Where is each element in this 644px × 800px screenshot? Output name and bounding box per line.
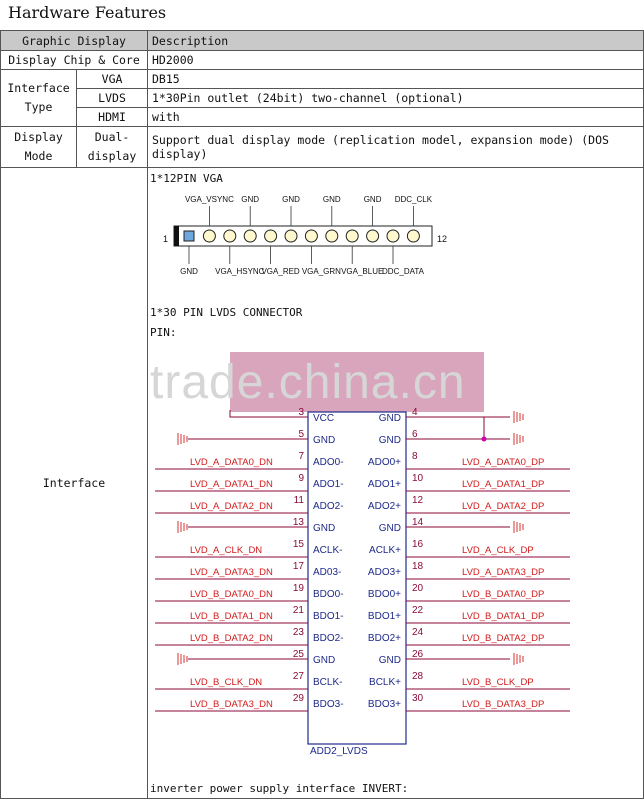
lvds-right-signal: GND — [378, 435, 401, 446]
vga-pin — [244, 230, 256, 242]
lvds-right-pin-number: 8 — [412, 451, 418, 462]
lvds-right-pin-number: 6 — [412, 429, 418, 440]
hardware-features-table — [0, 30, 644, 51]
lvds-left-signal: BDO1- — [313, 611, 344, 622]
lvds-right-pin-number: 20 — [412, 583, 424, 594]
lvds-left-pin-number: 23 — [292, 627, 304, 638]
lvds-label: LVDS — [77, 89, 148, 108]
lvds-right-pin-number: 4 — [412, 407, 418, 418]
lvds-right-net: LVD_B_DATA2_DP — [462, 633, 545, 644]
lvds-right-signal: BCLK+ — [369, 677, 401, 688]
lvds-left-net: LVD_A_CLK_DN — [190, 545, 263, 556]
lvds-right-signal: ADO0+ — [367, 457, 401, 468]
vga-top-label: VGA_VSYNC — [184, 195, 234, 204]
page-title: Hardware Features — [8, 3, 167, 22]
lvds-left-pin-number: 9 — [298, 473, 304, 484]
lvds-gnd-link — [406, 417, 484, 439]
lvds-right-signal: BDO1+ — [367, 611, 401, 622]
lvds-right-signal: GND — [378, 413, 401, 424]
lvds-junction-node — [482, 437, 487, 442]
lvds-right-pin-number: 12 — [412, 495, 424, 506]
lvds-left-pin-number: 13 — [292, 517, 304, 528]
vga-pin — [346, 230, 358, 242]
vga-top-label: GND — [363, 195, 382, 204]
lvds-left-pin-number: 29 — [292, 693, 304, 704]
vga-bottom-label: VGA_BLUE — [341, 267, 384, 276]
vga-pin — [387, 230, 399, 242]
vga-connector-diagram — [160, 190, 460, 280]
vga-top-label: GND — [241, 195, 260, 204]
lvds-right-signal: BDO3+ — [367, 699, 401, 710]
vga-heading: 1*12PIN VGA — [150, 172, 223, 185]
header-description: Description — [148, 31, 644, 51]
vga-bottom-label: DDC_DATA — [382, 267, 424, 276]
display-mode-label: Display Mode — [1, 127, 77, 168]
lvds-right-signal: ACLK+ — [369, 545, 401, 556]
lvds-left-signal: BCLK- — [313, 677, 343, 688]
vga-pin — [203, 230, 215, 242]
vga-bottom-label: VGA_GRN — [301, 267, 341, 276]
lvds-left-signal: GND — [313, 655, 336, 666]
lvds-right-net: LVD_A_CLK_DP — [462, 545, 534, 556]
header-graphic-display: Graphic Display — [1, 31, 148, 51]
dual-display-value: Support dual display mode (replication model, expansion mode) (DOS display) — [148, 127, 644, 168]
interface-type-label: Interface Type — [1, 70, 77, 127]
lvds-left-signal: ACLK- — [313, 545, 343, 556]
lvds-left-net: LVD_A_DATA0_DN — [190, 457, 273, 468]
lvds-right-net: LVD_A_DATA2_DP — [462, 501, 545, 512]
lvds-left-pin-number: 5 — [298, 429, 304, 440]
lvds-right-net: LVD_B_DATA3_DP — [462, 699, 545, 710]
lvds-right-signal: ADO3+ — [367, 567, 401, 578]
lvds-left-pin-number: 3 — [298, 407, 304, 418]
lvds-connector-name: ADD2_LVDS — [310, 746, 368, 757]
lvds-left-pin-number: 19 — [292, 583, 304, 594]
vga-bottom-label: VGA_HSYNC — [215, 267, 265, 276]
lvds-left-signal: AD03- — [313, 567, 342, 578]
lvds-heading: 1*30 PIN LVDS CONNECTOR — [150, 306, 303, 319]
lvds-right-pin-number: 30 — [412, 693, 424, 704]
vga-label: VGA — [77, 70, 148, 89]
vga-top-label: GND — [322, 195, 341, 204]
inverter-label: inverter power supply interface INVERT: — [150, 782, 409, 795]
lvds-right-net: LVD_B_DATA1_DP — [462, 611, 545, 622]
hdmi-value: with — [148, 108, 644, 127]
display-chip-label: Display Chip & Core — [1, 51, 148, 70]
lvds-left-signal: ADO2- — [313, 501, 344, 512]
vga-bottom-label: GND — [180, 267, 198, 276]
vga-pin-12-label: 12 — [437, 234, 448, 244]
lvds-left-net: LVD_A_DATA2_DN — [190, 501, 273, 512]
lvds-left-net: LVD_B_CLK_DN — [190, 677, 263, 688]
lvds-left-pin-number: 25 — [292, 649, 304, 660]
lvds-right-net: LVD_B_DATA0_DP — [462, 589, 545, 600]
lvds-left-net: LVD_A_DATA1_DN — [190, 479, 273, 490]
lvds-right-signal: ADO2+ — [367, 501, 401, 512]
lvds-right-net: LVD_A_DATA1_DP — [462, 479, 545, 490]
lvds-right-pin-number: 22 — [412, 605, 424, 616]
lvds-left-signal: VCC — [313, 413, 335, 424]
lvds-right-pin-number: 26 — [412, 649, 424, 660]
watermark: trade.china.cn — [150, 356, 466, 409]
display-chip-value: HD2000 — [148, 51, 644, 70]
lvds-right-signal: BDO2+ — [367, 633, 401, 644]
lvds-right-pin-number: 10 — [412, 473, 424, 484]
lvds-left-pin-number: 17 — [292, 561, 304, 572]
lvds-left-net: LVD_B_DATA1_DN — [190, 611, 273, 622]
lvds-value: 1*30Pin outlet (24bit) two-channel (optional) — [148, 89, 644, 108]
vga-top-label: GND — [282, 195, 300, 204]
lvds-pin-label: PIN: — [150, 326, 177, 339]
vga-bottom-label: VGA_RED — [261, 267, 300, 276]
lvds-right-pin-number: 18 — [412, 561, 424, 572]
vga-pin1-marker — [174, 226, 179, 246]
vga-pin — [326, 230, 338, 242]
vga-pin-1-label: 1 — [163, 234, 169, 244]
vga-pin — [265, 230, 277, 242]
lvds-left-pin-number: 15 — [292, 539, 304, 550]
lvds-right-signal: GND — [378, 523, 401, 534]
lvds-left-net: LVD_A_DATA3_DN — [190, 567, 273, 578]
lvds-right-pin-number: 28 — [412, 671, 424, 682]
vga-pin — [367, 230, 379, 242]
vga-top-label: DDC_CLK — [394, 195, 433, 204]
lvds-right-signal: ADO1+ — [367, 479, 401, 490]
vga-pin — [305, 230, 317, 242]
vga-pin — [224, 230, 236, 242]
interface-label: Interface — [1, 168, 148, 799]
lvds-left-signal: BDO3- — [313, 699, 344, 710]
lvds-left-signal: ADO0- — [313, 457, 344, 468]
lvds-left-pin-number: 7 — [298, 451, 304, 462]
lvds-right-net: LVD_A_DATA0_DP — [462, 457, 545, 468]
hdmi-label: HDMI — [77, 108, 148, 127]
vga-pin — [407, 230, 419, 242]
lvds-right-signal: BDO0+ — [367, 589, 401, 600]
vga-pin-square — [184, 231, 194, 241]
lvds-left-net: LVD_B_DATA2_DN — [190, 633, 273, 644]
lvds-left-signal: BDO2- — [313, 633, 344, 644]
lvds-right-pin-number: 16 — [412, 539, 424, 550]
lvds-right-pin-number: 14 — [412, 517, 424, 528]
lvds-right-net: LVD_B_CLK_DP — [462, 677, 534, 688]
lvds-left-net: LVD_B_DATA3_DN — [190, 699, 273, 710]
lvds-left-net: LVD_B_DATA0_DN — [190, 589, 273, 600]
lvds-right-net: LVD_A_DATA3_DP — [462, 567, 545, 578]
lvds-left-pin-number: 11 — [293, 495, 304, 506]
lvds-right-signal: GND — [378, 655, 401, 666]
lvds-right-pin-number: 24 — [412, 627, 424, 638]
dual-display-label: Dual-display — [77, 127, 148, 168]
vga-pin — [285, 230, 297, 242]
lvds-left-signal: BDO0- — [313, 589, 344, 600]
lvds-left-signal: GND — [313, 435, 336, 446]
vga-value: DB15 — [148, 70, 644, 89]
lvds-left-signal: GND — [313, 523, 336, 534]
lvds-left-pin-number: 27 — [292, 671, 304, 682]
lvds-left-signal: ADO1- — [313, 479, 344, 490]
lvds-left-pin-number: 21 — [292, 605, 304, 616]
